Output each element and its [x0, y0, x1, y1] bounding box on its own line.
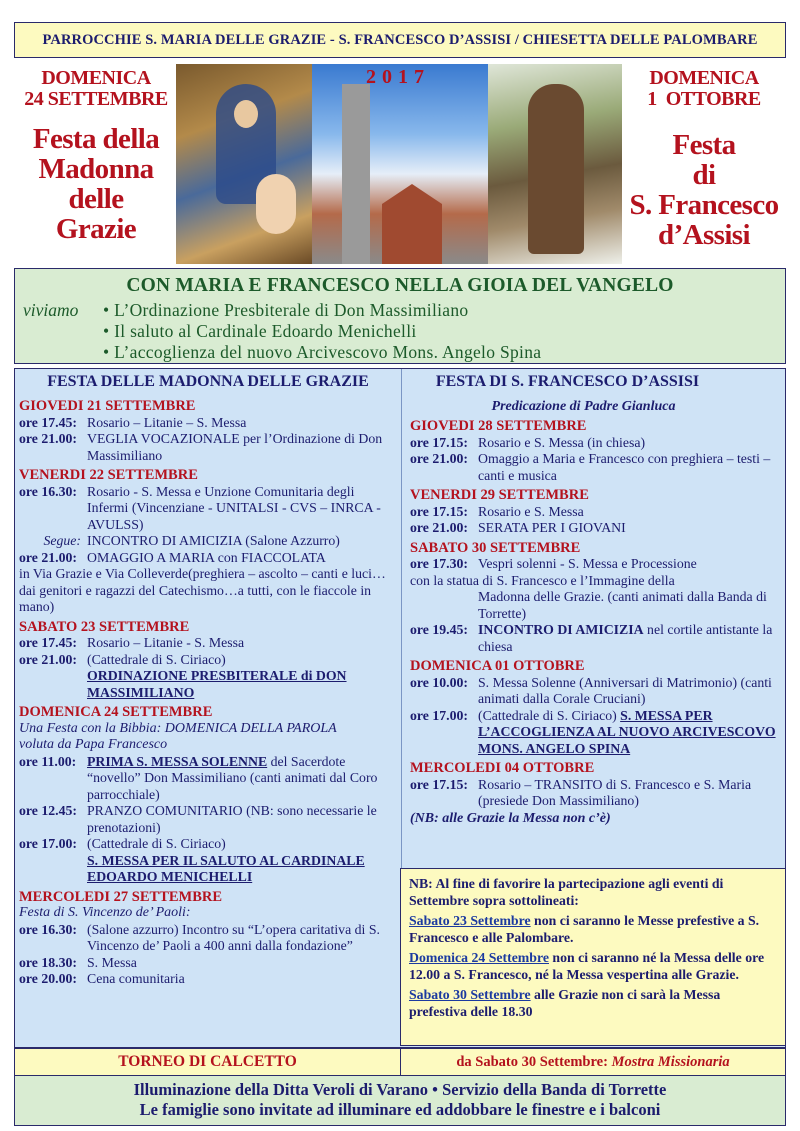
motto-intro: viviamo: [23, 300, 79, 320]
day-block: [19, 467, 401, 616]
ordination-highlight: ORDINAZIONE PRESBITERALE di DON MASSIMILIANO: [87, 668, 347, 700]
motto-list: [103, 300, 541, 363]
nb-notice-box: [400, 868, 786, 1046]
day-title: VENERDI 29 SETTEMBRE: [410, 487, 589, 503]
francesco-date: DOMENICA 1 OTTOBRE: [647, 67, 761, 110]
event-row: ore 17.00: (Cattedrale di S. Ciriaco) S. MESSA PER L’ACCOGLIENZA AL NUOVO ARCIVESCOVO MONS. ANGELO SPINA: [410, 707, 776, 756]
mostra-banner: da Sabato 30 Settembre: Mostra Missionaria: [400, 1048, 786, 1076]
event-row: ore 19.45: INCONTRO DI AMICIZIA nel cortile antistante la chiesa: [410, 622, 773, 654]
day-block: [410, 487, 785, 537]
footer-line: Illuminazione della Ditta Veroli di Varano • Servizio della Banda di Torrette: [133, 1080, 667, 1099]
day-note: voluta da Papa Francesco: [19, 737, 168, 752]
madonna-title-block: [14, 64, 178, 264]
event-row: ore 20.00: Cena comunitaria: [19, 971, 185, 986]
footer: [14, 1076, 786, 1126]
nb-intro: NB: Al fine di favorire la partecipazione agli eventi di Settembre sopra sottolineati:: [409, 876, 724, 908]
churches-photo: [312, 64, 488, 264]
day-title: DOMENICA 24 SETTEMBRE: [19, 704, 213, 720]
event-row: ore 16.30: (Salone azzurro) Incontro su “L’opera caritativa di S. Vincenzo de’ Paoli a 400 anni dalla fondazione”: [19, 921, 380, 953]
day-block: [19, 889, 401, 988]
event-row: ore 16.30: Rosario - S. Messa e Unzione Comunitaria degli Infermi (Vincenziane - UNITALSI - CVS – INRCA - AVULSS): [19, 483, 381, 532]
torneo-banner: TORNEO DI CALCETTO: [14, 1048, 400, 1076]
footer-line: Le famiglie sono invitate ad illuminare ed addobbare le finestre e i balconi: [139, 1100, 661, 1119]
parish-banner: PARROCCHIE S. MARIA DELLE GRAZIE - S. FRANCESCO D’ASSISI / CHIESETTA DELLE PALOMBARE: [14, 22, 786, 58]
event-row: ore 11.00: PRIMA S. MESSA SOLENNE del Sacerdote “novello” Don Massimiliano (canti animati dal Coro parrocchiale): [19, 753, 378, 802]
day-block: [410, 658, 785, 757]
archbishop-highlight: S. MESSA PER L’ACCOGLIENZA AL NUOVO ARCIVESCOVO MONS. ANGELO SPINA: [478, 707, 776, 756]
francesco-festa-name: Festa di S. Francesco d’Assisi: [629, 129, 779, 251]
day-note: Festa di S. Vincenzo de’ Paoli:: [19, 905, 191, 920]
day-title: GIOVEDI 21 SETTEMBRE: [19, 398, 196, 414]
event-row: ore 21.00: OMAGGIO A MARIA con FIACCOLATA: [19, 549, 326, 565]
day-title: GIOVEDI 28 SETTEMBRE: [410, 418, 587, 434]
event-row: ore 21.00: SERATA PER I GIOVANI: [410, 520, 626, 535]
madonna-program-column: [15, 369, 401, 1047]
photo-strip: [176, 64, 622, 264]
francesco-program-heading: FESTA DI S. FRANCESCO D’ASSISI: [435, 373, 700, 390]
motto-item: • Il saluto al Cardinale Edoardo Menichelli: [103, 321, 541, 342]
motto-title: CON MARIA E FRANCESCO NELLA GIOIA DEL VANGELO: [126, 275, 674, 296]
day-block: [410, 760, 785, 827]
madonna-program-heading: FESTA DELLE MADONNA DELLE GRAZIE: [47, 373, 369, 390]
event-row: ore 17.15: Rosario e S. Messa: [410, 503, 584, 519]
day-block: [410, 418, 785, 484]
event-row: ore 17.45: Rosario – Litanie - S. Messa: [19, 635, 245, 650]
motto-item: • L’Ordinazione Presbiterale di Don Massimiliano: [103, 300, 541, 321]
nb-item: Sabato 23 Settembre non ci saranno le Messe prefestive a S. Francesco e alle Palombare.: [409, 913, 760, 945]
nb-item: Sabato 30 Settembre alle Grazie non ci sarà la Messa prefestiva delle 18.30: [409, 987, 721, 1019]
event-row: ore 17.15: Rosario e S. Messa (in chiesa): [410, 434, 646, 450]
day-block: [19, 619, 401, 702]
day-title: MERCOLEDI 04 OTTOBRE: [410, 760, 595, 776]
day-title: MERCOLEDI 27 SETTEMBRE: [19, 888, 223, 905]
event-row: ore 17.45: Rosario – Litanie – S. Messa: [19, 414, 247, 430]
event-row: ore 21.00: Omaggio a Maria e Francesco con preghiera – testi – canti e musica: [410, 451, 771, 483]
francesco-program-column: [401, 369, 785, 869]
madonna-painting-photo: [176, 64, 312, 264]
event-row: ore 21.00: VEGLIA VOCAZIONALE per l’Ordinazione di Don Massimiliano: [19, 431, 383, 463]
event-row: ore 17.00: (Cattedrale di S. Ciriaco) S. MESSA PER IL SALUTO AL CARDINALE EDOARDO MENICHELLI: [19, 836, 365, 884]
madonna-date: DOMENICA 24 SETTEMBRE: [24, 67, 168, 110]
nb-item: Domenica 24 Settembre non ci saranno né la Messa delle ore 12.00 a S. Francesco, né la Messa vespertina alle Grazie.: [409, 950, 765, 982]
day-block: [19, 704, 401, 886]
francesco-title-block: [622, 64, 786, 264]
header: [14, 64, 786, 264]
day-title: SABATO 30 SETTEMBRE: [410, 539, 581, 556]
event-detail: con la statua di S. Francesco e l’Immagine della: [410, 572, 675, 588]
saint-francis-statue-photo: [488, 64, 622, 264]
event-row: ore 17.30: Vespri solenni - S. Messa e Processione: [410, 556, 697, 571]
day-title: SABATO 23 SETTEMBRE: [19, 618, 190, 635]
day-note: Una Festa con la Bibbia: DOMENICA DELLA PAROLA: [19, 720, 337, 736]
day-title: DOMENICA 01 OTTOBRE: [410, 658, 585, 674]
day-block: [410, 540, 785, 656]
event-detail: in Via Grazie e Via Colleverde(preghiera – ascolto – canti e luci…dai genitori e ragazzi del Catechismo…a tutti, con le fiaccole in mano): [19, 566, 386, 614]
event-row: ore 17.15: Rosario – TRANSITO di S. Francesco e S. Maria (presiede Don Massimiliano): [410, 776, 752, 808]
event-row: ore 10.00: S. Messa Solenne (Anniversari di Matrimonio) (canti animati dalla Corale Cruciani): [410, 674, 772, 706]
motto-item: • L’accoglienza del nuovo Arcivescovo Mons. Angelo Spina: [103, 342, 541, 363]
day-title: VENERDI 22 SETTEMBRE: [19, 467, 198, 483]
event-row: ore 21.00: (Cattedrale di S. Ciriaco) ORDINAZIONE PRESBITERALE di DON MASSIMILIANO: [19, 651, 347, 700]
day-block: [19, 398, 401, 464]
event-row: ore 18.30: S. Messa: [19, 954, 137, 970]
year-label: 2017: [366, 66, 430, 88]
mass-note: (NB: alle Grazie la Messa non c’è): [410, 810, 611, 826]
event-row: Madonna delle Grazie. (canti animati dalla Banda di Torrette): [478, 589, 767, 621]
event-row: ore 12.45: PRANZO COMUNITARIO (NB: sono necessarie le prenotazioni): [19, 803, 377, 835]
motto-box: [14, 268, 786, 364]
event-row: Segue: INCONTRO DI AMICIZIA (Salone Azzurro): [43, 533, 340, 548]
madonna-festa-name: Festa della Madonna delle Grazie: [32, 123, 160, 245]
preacher-note: Predicazione di Padre Gianluca: [491, 399, 676, 414]
